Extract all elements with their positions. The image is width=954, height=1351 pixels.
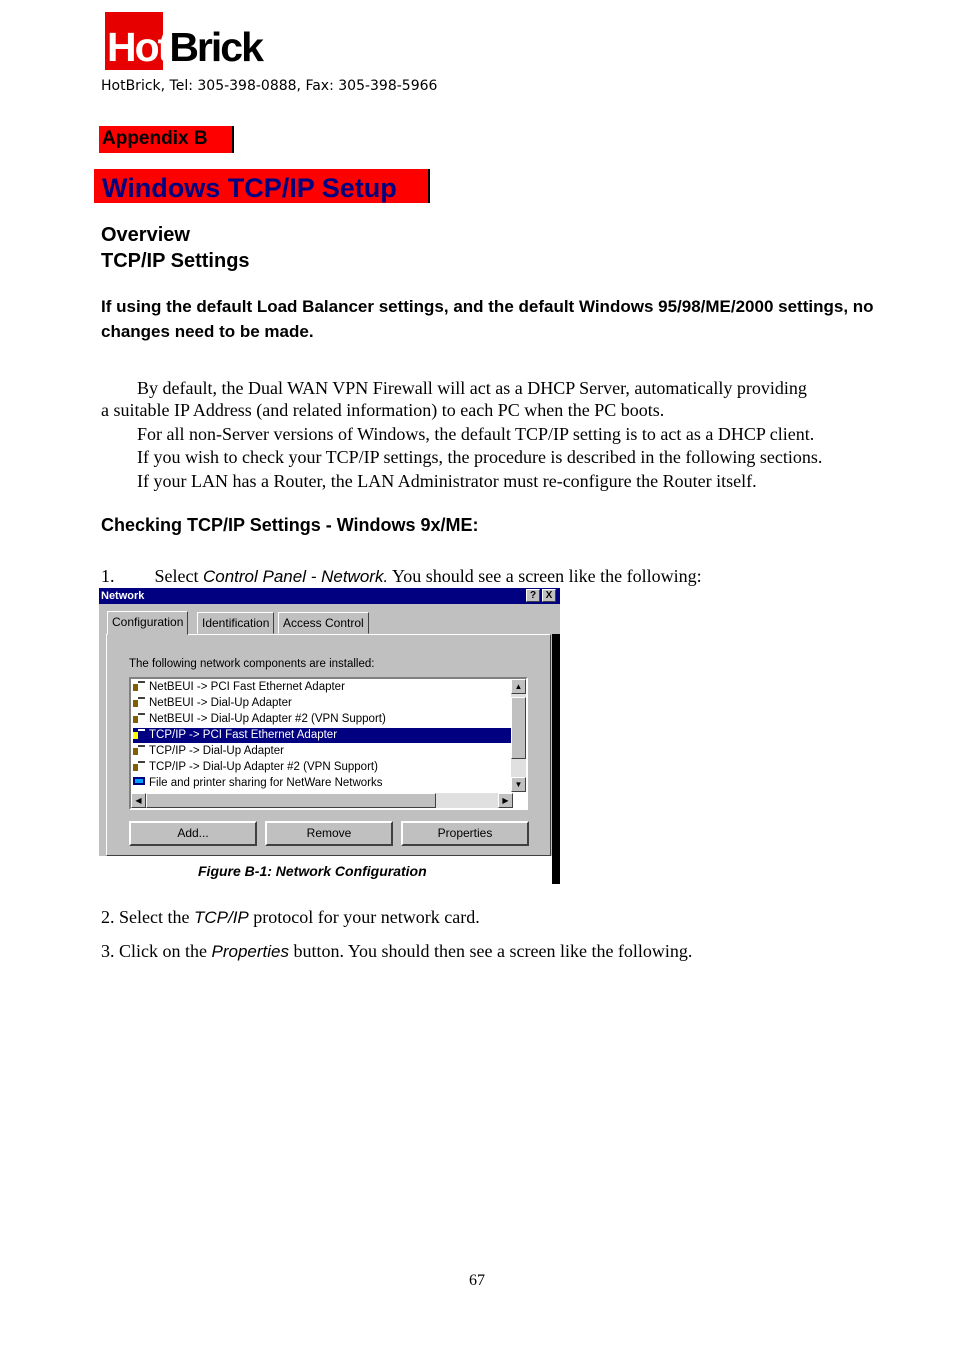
list-item-selected[interactable] [133,728,513,743]
horizontal-scrollbar[interactable] [131,793,513,808]
file-sharing-icon [133,777,145,787]
network-dialog-screenshot [99,588,560,884]
step-2-protocol: TCP/IP [193,908,249,927]
step-3 [101,940,692,963]
horizontal-scroll-thumb[interactable] [146,793,436,808]
help-button[interactable]: ? [526,589,540,602]
list-item[interactable] [133,744,513,759]
network-protocol-icon [133,761,145,771]
bullet-item [101,446,822,468]
bullet-item [101,423,814,445]
tab-access-control[interactable]: Access Control [278,612,369,634]
network-protocol-icon [133,745,145,755]
scroll-down-icon[interactable]: ▼ [511,777,526,792]
list-item-label: NetBEUI -> Dial-Up Adapter [149,697,292,709]
scroll-up-icon[interactable]: ▲ [511,679,526,694]
bullet-text: If your LAN has a Router, the LAN Administrator must re-configure the Router itself. [137,471,757,491]
bullet-text: For all non-Server versions of Windows, the default TCP/IP setting is to act as a DHCP client. [137,424,815,444]
logo-hot: Hot [107,24,170,70]
list-item-label: File and printer sharing for NetWare Networks [149,777,383,789]
list-item[interactable] [133,696,513,711]
checking-heading: Checking TCP/IP Settings - Windows 9x/ME: [101,515,479,535]
tcpip-settings-heading: TCP/IP Settings [101,250,250,272]
step-1-path: Control Panel - Network. [202,567,389,586]
properties-button[interactable]: Properties [401,821,529,846]
dialog-title: Network [101,590,145,602]
figure-caption-box [99,856,552,884]
network-protocol-icon [133,729,145,739]
list-item[interactable] [133,760,513,775]
add-button[interactable]: Add... [129,821,257,846]
list-item-label: TCP/IP -> Dial-Up Adapter #2 (VPN Support) [149,761,378,773]
close-button[interactable]: X [542,589,556,602]
vertical-scrollbar[interactable] [511,679,526,792]
scroll-right-icon[interactable]: ▶ [498,793,513,808]
appendix-label: Appendix B [102,128,208,149]
logo-text [107,22,262,72]
scroll-left-icon[interactable]: ◀ [131,793,146,808]
dialog-titlebar [99,588,560,604]
step-1-pre: Select [154,566,199,586]
page-title: Windows TCP/IP Setup [102,173,397,203]
list-item-label: TCP/IP -> PCI Fast Ethernet Adapter [149,729,338,741]
dialog-right-edge [552,634,560,884]
bullet-continuation: a suitable IP Address (and related information) to each PC when the PC boots. [101,400,665,420]
page-title-box [94,169,430,203]
bullet-item [101,377,807,399]
step-2 [101,906,480,929]
logo-brick: Brick [169,24,262,70]
vertical-scroll-thumb[interactable] [511,697,526,759]
step-3-button-name: Properties [211,942,289,961]
remove-button[interactable]: Remove [265,821,393,846]
list-item[interactable] [133,776,513,791]
installed-components-label: The following network components are installed: [129,658,375,670]
figure-caption: Figure B-1: Network Configuration [198,863,427,879]
step-1-number: 1. [101,566,115,586]
tab-identification[interactable]: Identification [197,612,274,634]
default-settings-note: If using the default Load Balancer settings, and the default Windows 95/98/ME/2000 settings, no changes need to be made. [101,297,874,341]
page-number: 67 [469,1272,485,1289]
hotbrick-logo [105,12,262,70]
step-2-post: protocol for your network card. [253,907,480,927]
network-protocol-icon [133,697,145,707]
list-item[interactable] [133,712,513,727]
list-item-label: NetBEUI -> PCI Fast Ethernet Adapter [149,681,345,693]
step-3-post: button. You should then see a screen like the following. [293,941,693,961]
list-item[interactable] [133,680,513,695]
network-protocol-icon [133,713,145,723]
list-item-label: TCP/IP -> Dial-Up Adapter [149,745,284,757]
appendix-label-box [99,126,234,153]
bullet-text: If you wish to check your TCP/IP settings, the procedure is described in the following sections. [137,447,823,467]
overview-heading: Overview [101,224,190,246]
step-1-post: You should see a screen like the following: [392,566,702,586]
bullet-item [101,470,757,492]
bullet-text: By default, the Dual WAN VPN Firewall will act as a DHCP Server, automatically providing [137,378,807,398]
network-protocol-icon [133,681,145,691]
components-listbox[interactable] [129,677,528,810]
step-1 [101,565,702,588]
step-2-pre: 2. Select the [101,907,190,927]
contact-line: HotBrick, Tel: 305-398-0888, Fax: 305-398-5966 [101,78,438,94]
list-item-label: NetBEUI -> Dial-Up Adapter #2 (VPN Support) [149,713,386,725]
step-3-pre: 3. Click on the [101,941,207,961]
tab-configuration[interactable]: Configuration [107,611,188,635]
